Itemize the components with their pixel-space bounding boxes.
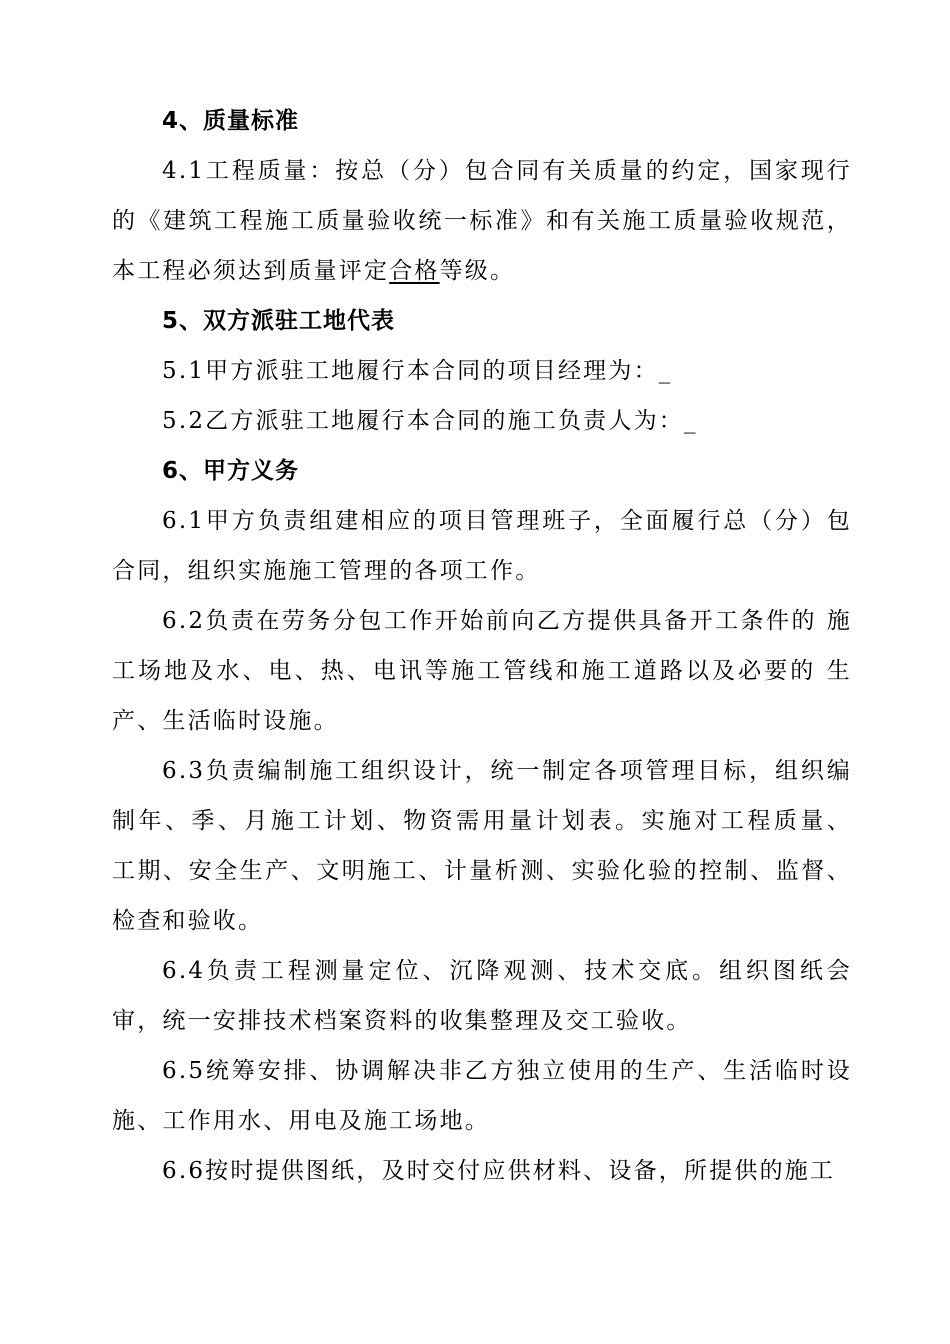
section-heading-site-representatives: 5、双方派驻工地代表 bbox=[162, 308, 396, 334]
section-heading-party-a-obligations: 6、甲方义务 bbox=[162, 458, 300, 484]
document-body bbox=[112, 96, 852, 1196]
paragraph-4-1-text: 4.1工程质量：按总（分）包合同有关质量的约定，国家现行的《建筑工程施工质量验收统一标准》和有关施工质量验收规范，本工程必须达到质量评定 bbox=[112, 158, 852, 284]
paragraph-5-1: 5.1甲方派驻工地履行本合同的项目经理为：_ bbox=[162, 358, 673, 384]
paragraph-6-3: 6.3负责编制施工组织设计，统一制定各项管理目标，组织编制年、季、月施工计划、物资需用量计划表。实施对工程质量、 工期、安全生产、文明施工、计量析测、实验化验的控制、监督、 检查和验收。 bbox=[112, 758, 852, 934]
paragraph-6-5: 6.5统筹安排、协调解决非乙方独立使用的生产、生活临时设施、工作用水、用电及施工场地。 bbox=[112, 1058, 852, 1134]
paragraph-5-2: 5.2乙方派驻工地履行本合同的施工负责人为：_ bbox=[162, 408, 698, 434]
underlined-grade: 合格 bbox=[389, 258, 440, 284]
paragraph-6-6: 6.6按时提供图纸，及时交付应供材料、设备，所提供的施工 bbox=[162, 1158, 836, 1184]
paragraph-4-1-end: 等级。 bbox=[439, 258, 516, 284]
paragraph-6-2: 6.2负责在劳务分包工作开始前向乙方提供具备开工条件的 施工场地及水、电、热、电讯等施工管线和施工道路以及必要的 生产、生活临时设施。 bbox=[112, 608, 852, 734]
paragraph-6-1: 6.1甲方负责组建相应的项目管理班子，全面履行总（分）包合同，组织实施施工管理的各项工作。 bbox=[112, 508, 852, 584]
section-heading-quality-standard: 4、质量标准 bbox=[162, 108, 300, 134]
paragraph-4-1 bbox=[112, 146, 852, 296]
paragraph-6-4: 6.4负责工程测量定位、沉降观测、技术交底。组织图纸会审，统一安排技术档案资料的收集整理及交工验收。 bbox=[112, 958, 852, 1034]
